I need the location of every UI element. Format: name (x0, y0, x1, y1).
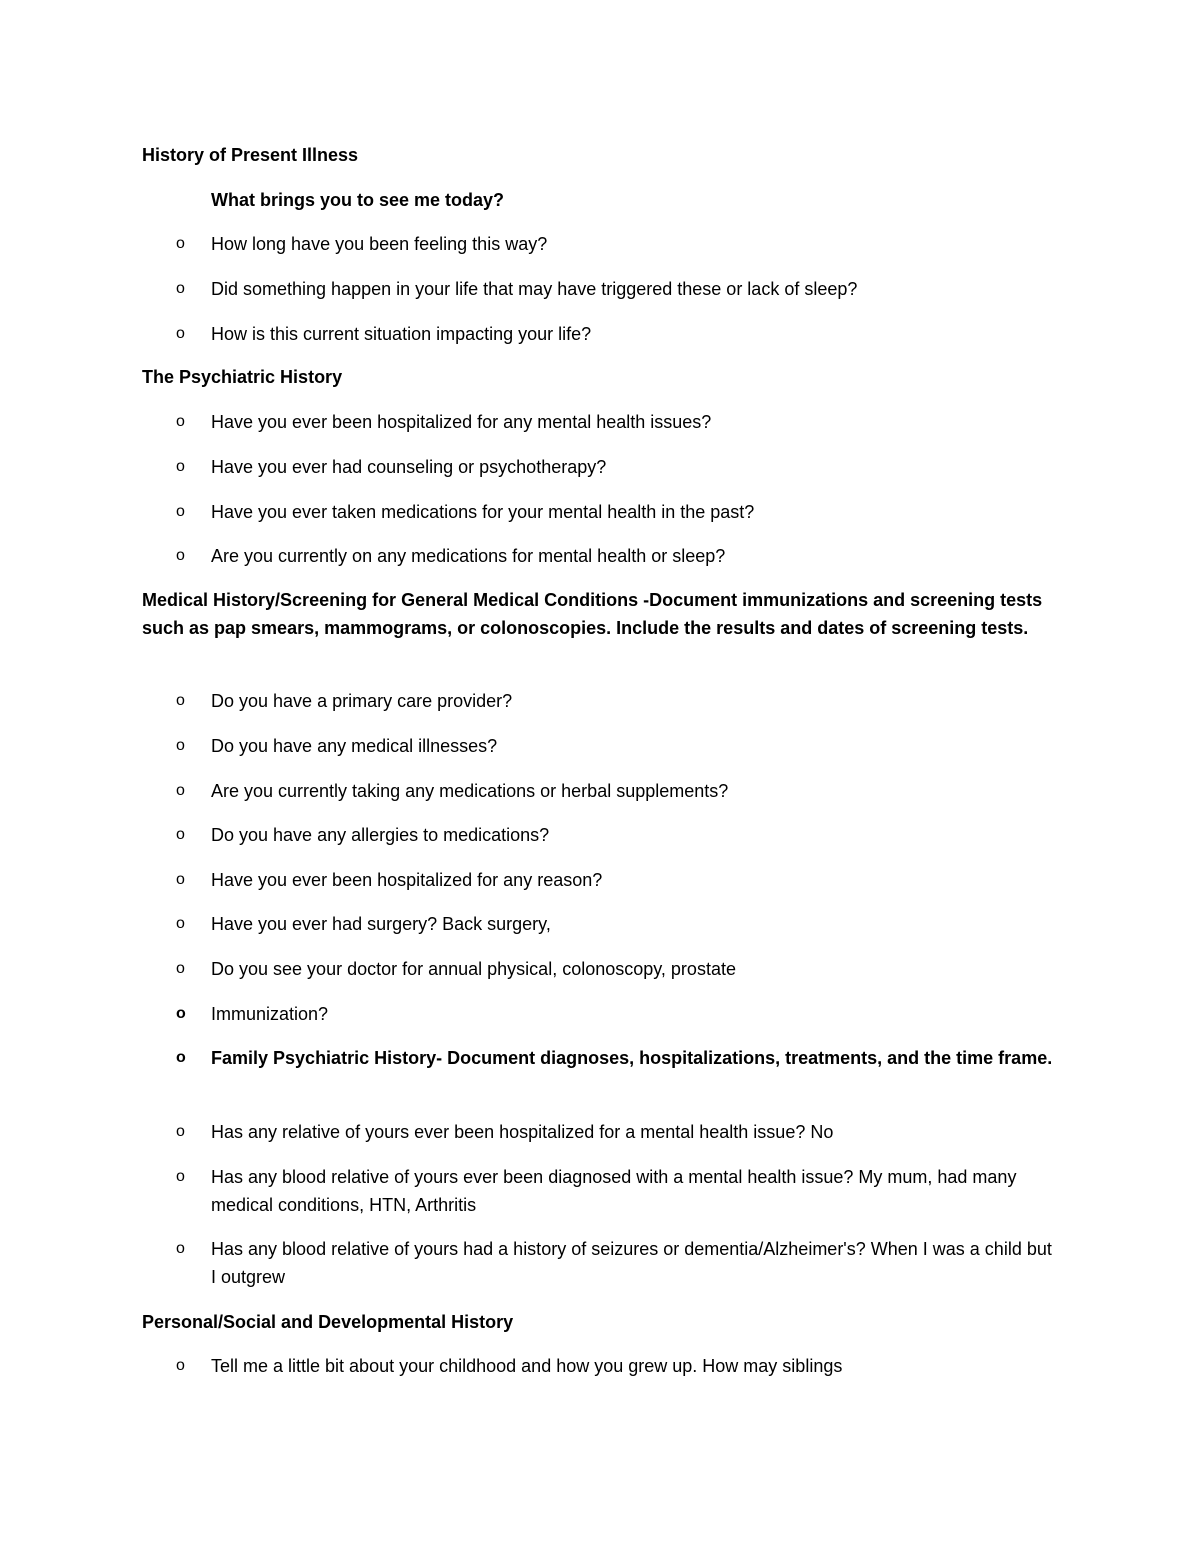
bullet-marker: o (176, 1357, 185, 1374)
list-item: Are you currently taking any medications or herbal supplements? (211, 781, 729, 801)
list-item: Do you have any medical illnesses? (211, 736, 498, 756)
bullet-marker: o (176, 1123, 185, 1140)
list-item: Have you ever had counseling or psychotherapy? (211, 457, 607, 477)
list-item: Do you have a primary care provider? (211, 691, 513, 711)
bullet-marker: o (176, 1049, 186, 1066)
subheading-chief-complaint: What brings you to see me today? (211, 190, 505, 210)
bullet-marker: o (176, 915, 185, 932)
list-item: Have you ever been hospitalized for any reason? (211, 870, 603, 890)
section-heading-family-psychiatric: Family Psychiatric History- Document diagnoses, hospitalizations, treatments, and the time frame. (211, 1048, 1053, 1068)
bullet-marker: o (176, 737, 185, 754)
list-item: Has any blood relative of yours had a history of seizures or dementia/Alzheimer's? When I was a child but I outgrew (211, 1239, 1052, 1287)
bullet-marker: o (176, 960, 185, 977)
list-item: Are you currently on any medications for mental health or sleep? (211, 546, 726, 566)
section-heading-medical: Medical History/Screening for General Medical Conditions -Document immunizations and screening tests such as pap smears, mammograms, or colonoscopies. Include the results and dates of screening tests. (142, 590, 1043, 638)
list-item: Has any blood relative of yours ever been diagnosed with a mental health issue? My mum, had many medical conditions, HTN, Arthritis (211, 1167, 1017, 1215)
bullet-marker: o (176, 782, 185, 799)
list-item: Have you ever had surgery? Back surgery, (211, 914, 551, 934)
section-heading-psychiatric: The Psychiatric History (142, 367, 343, 387)
bullet-marker: o (176, 547, 185, 564)
section-heading-personal-social: Personal/Social and Developmental History (142, 1312, 514, 1332)
bullet-marker: o (176, 871, 185, 888)
bullet-marker: o (176, 1005, 186, 1022)
bullet-marker: o (176, 826, 185, 843)
list-item: Do you see your doctor for annual physical, colonoscopy, prostate (211, 959, 736, 979)
list-item: Tell me a little bit about your childhood and how you grew up. How may siblings (211, 1356, 843, 1376)
list-item: Do you have any allergies to medications? (211, 825, 550, 845)
bullet-marker: o (176, 503, 185, 520)
bullet-marker: o (176, 280, 185, 297)
list-item: How is this current situation impacting your life? (211, 324, 592, 344)
bullet-marker: o (176, 458, 185, 475)
list-item: Have you ever been hospitalized for any mental health issues? (211, 412, 712, 432)
bullet-marker: o (176, 325, 185, 342)
bullet-marker: o (176, 413, 185, 430)
section-heading-hpi: History of Present Illness (142, 145, 359, 165)
list-item: Did something happen in your life that may have triggered these or lack of sleep? (211, 279, 858, 299)
list-item: Have you ever taken medications for your mental health in the past? (211, 502, 755, 522)
bullet-marker: o (176, 692, 185, 709)
list-item: Has any relative of yours ever been hospitalized for a mental health issue? No (211, 1122, 834, 1142)
bullet-marker: o (176, 235, 185, 252)
bullet-marker: o (176, 1240, 185, 1257)
bullet-marker: o (176, 1168, 185, 1185)
list-item: How long have you been feeling this way? (211, 234, 548, 254)
list-item: Immunization? (211, 1004, 329, 1024)
